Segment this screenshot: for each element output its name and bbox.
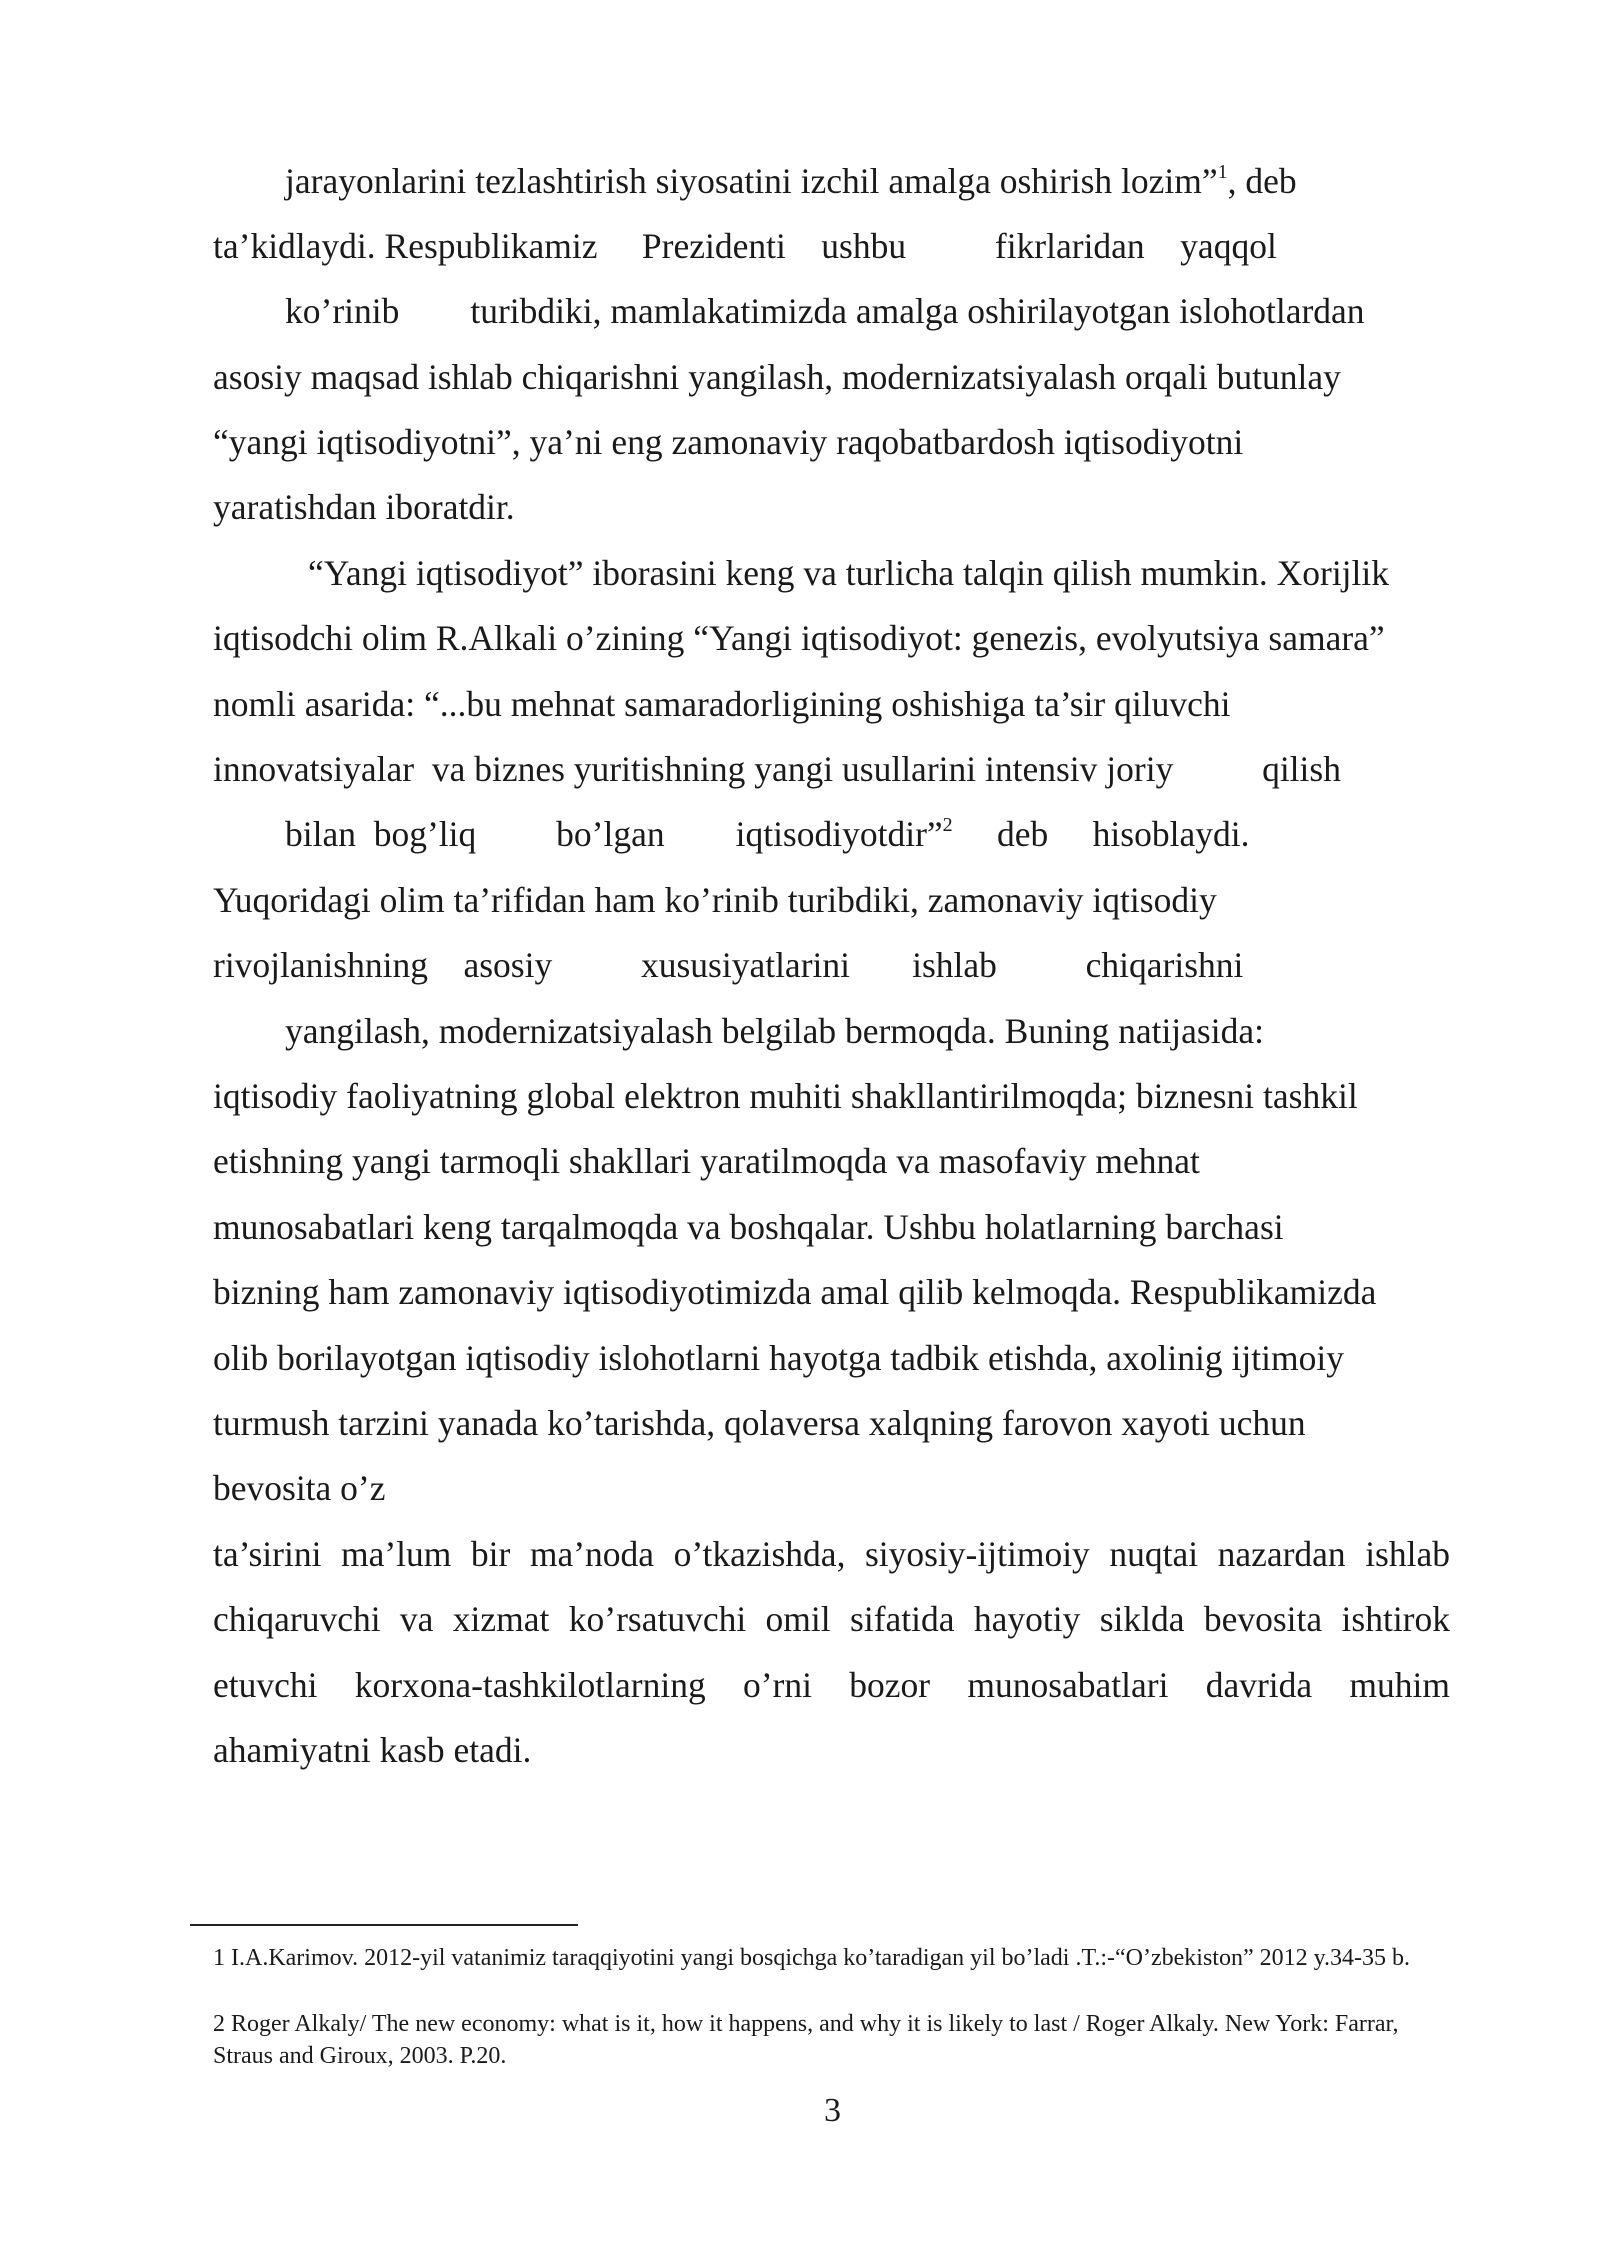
paragraph-line: turmush tarzini yanada ko’tarishda, qolaversa xalqning farovon xayoti uchun <box>213 1403 1306 1443</box>
paragraph-line: iqtisodchi olim R.Alkali o’zining “Yangi iqtisodiyot: genezis, evolyutsiya samara” <box>213 618 1385 658</box>
footnote-ref[interactable]: 2 <box>942 814 953 837</box>
paragraph-line: “yangi iqtisodiyotni”, ya’ni eng zamonaviy raqobatbardosh iqtisodiyotni <box>213 422 1244 462</box>
paragraph-line: yangilash, modernizatsiyalash belgilab bermoqda. Buning natijasida: <box>285 1011 1264 1051</box>
footnote-2: 2 Roger Alkaly/ The new economy: what is it, how it happens, and why it is likely to last / Roger Alkaly. New York: Farrar, Straus and Giroux, 2003. P.20. <box>213 2011 1399 2069</box>
paragraph-line: ta’sirini ma’lum bir ma’noda o’tkazishda, siyosiy-ijtimoiy nuqtai nazardan ishlab <box>213 1534 1450 1574</box>
paragraph-line: ko’rinib turibdiki, mamlakatimizda amalga oshirilayotgan islohotlardan <box>285 291 1365 331</box>
paragraph-line: asosiy maqsad ishlab chiqarishni yangilash, modernizatsiyalash orqali butunlay <box>213 357 1341 397</box>
paragraph-line: etuvchi korxona-tashkilotlarning o’rni bozor munosabatlari davrida muhim <box>213 1665 1450 1705</box>
paragraph-line: nomli asarida: “...bu mehnat samaradorligining oshishiga ta’sir qiluvchi <box>213 684 1231 724</box>
paragraph-line: yaratishdan iboratdir. <box>213 487 515 527</box>
paragraph-line: olib borilayotgan iqtisodiy islohotlarni hayotga tadbik etishda, axolinig ijtimoiy <box>213 1338 1344 1378</box>
paragraph-line: rivojlanishning asosiy xususiyatlarini ishlab chiqarishni <box>213 945 1244 985</box>
paragraph-line: “Yangi iqtisodiyot” iborasini keng va turlicha talqin qilish mumkin. Xorijlik <box>308 553 1390 593</box>
paragraph-line: ta’kidlaydi. Respublikamiz Prezidenti ushbu fikrlaridan yaqqol <box>213 226 1277 266</box>
page-number: 3 <box>824 2092 841 2129</box>
footnote-separator <box>190 1924 578 1926</box>
paragraph-line: etishning yangi tarmoqli shakllari yaratilmoqda va masofaviy mehnat <box>213 1141 1200 1181</box>
paragraph-line: bizning ham zamonaviy iqtisodiyotimizda amal qilib kelmoqda. Respublikamizda <box>213 1272 1377 1312</box>
paragraph-line: jarayonlarini tezlashtirish siyosatini izchil amalga oshirish lozim”$^1$, deb <box>285 161 1297 201</box>
footnote-ref[interactable]: 1 <box>1217 161 1228 184</box>
paragraph-line: Yuqoridagi olim ta’rifidan ham ko’rinib turibdiki, zamonaviy iqtisodiy <box>213 880 1217 920</box>
footnote-1: 1 I.A.Karimov. 2012-yil vatanimiz taraqqiyotini yangi bosqichga ko’taradigan yil bo’ladi .T.:-“O’zbekiston” 2012 y.34-35 b. <box>213 1945 1411 1971</box>
paragraph-line: iqtisodiy faoliyatning global elektron muhiti shakllantirilmoqda; biznesni tashkil <box>213 1076 1358 1116</box>
paragraph-line: innovatsiyalar va biznes yuritishning yangi usullarini intensiv joriy qilish <box>213 749 1341 789</box>
paragraph-line: chiqaruvchi va xizmat ko’rsatuvchi omil sifatida hayotiy siklda bevosita ishtirok <box>213 1599 1450 1639</box>
paragraph-line: bevosita o’z <box>213 1468 386 1508</box>
paragraph-line: ahamiyatni kasb etadi. <box>213 1730 532 1770</box>
paragraph-line: bilan bog’liq bo’lgan iqtisodiyotdir”$^2$ deb hisoblaydi. <box>285 814 1250 854</box>
paragraph-line: munosabatlari keng tarqalmoqda va boshqalar. Ushbu holatlarning barchasi <box>213 1207 1284 1247</box>
